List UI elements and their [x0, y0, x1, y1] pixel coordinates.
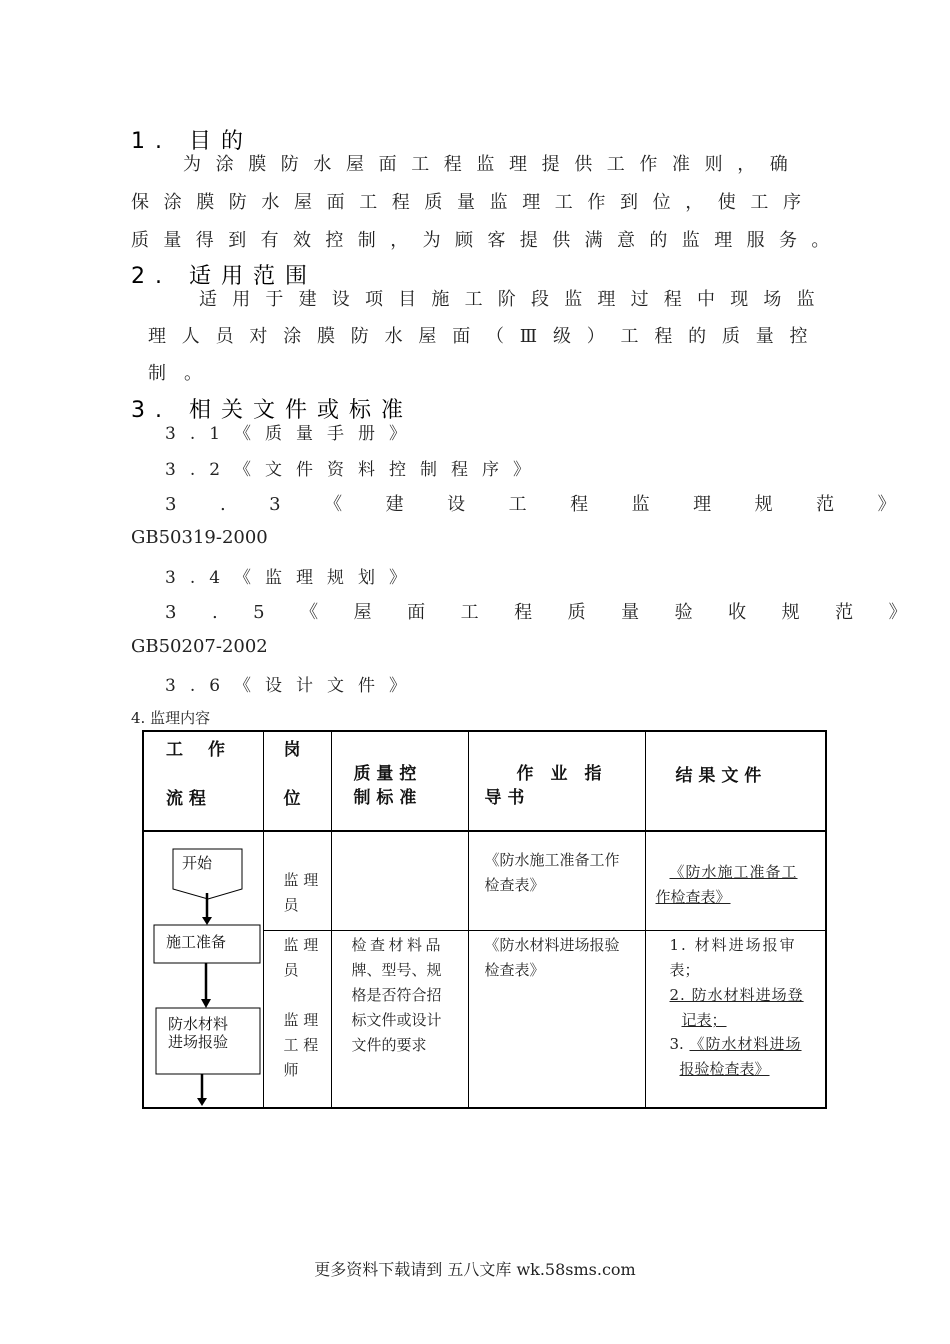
section1-heading: 1. 目的 — [131, 129, 253, 154]
header-guide-line2: 导 书 — [484, 788, 525, 808]
arrow-head-3 — [197, 1098, 207, 1106]
header-standard — [331, 731, 468, 831]
section2-line-2: 理人员对涂膜防水屋面（Ⅲ级）工程的质量控 — [148, 326, 824, 347]
row2-standard-line3: 格是否符合招 — [351, 986, 442, 1004]
row2-result3-link-line2[interactable]: 报验检查表》 — [679, 1060, 770, 1078]
flow-cell — [143, 831, 263, 1108]
row1-result-link-line1[interactable]: 《防水施工准备工 — [669, 863, 798, 881]
header-result-text: 结 果 文 件 — [675, 766, 762, 786]
section3-item-4: 3.4《监理规划》 — [165, 568, 421, 588]
flow-material-line2: 进场报验 — [168, 1033, 229, 1051]
row2-post — [263, 931, 331, 1109]
flow-start-label: 开始 — [182, 854, 213, 872]
row2-result2-link-line2[interactable]: 记表； — [681, 1011, 727, 1029]
header-post-line2: 位 — [283, 789, 301, 809]
row2-guide-line1: 《防水材料进场报验 — [484, 936, 620, 954]
row2-post-line4: 工 程 — [283, 1036, 319, 1054]
header-guide — [468, 731, 645, 831]
row2-result — [645, 931, 826, 1109]
row2-post-line5: 师 — [283, 1061, 299, 1079]
row2-standard-line1: 检查材料品 — [351, 936, 445, 954]
row2-post-line2: 员 — [283, 961, 299, 979]
row1-post-line1: 监 理 — [283, 871, 319, 889]
header-flow-line2: 流 程 — [166, 789, 206, 809]
row2-post-line1: 监 理 — [283, 936, 319, 954]
section3-item-3-code: GB50319-2000 — [131, 527, 268, 548]
row2-guide-line2: 检查表》 — [484, 961, 545, 979]
section3-item-6: 3.6《设计文件》 — [165, 676, 421, 696]
row2-standard — [331, 931, 468, 1109]
flowchart — [144, 832, 264, 1108]
header-standard-line2: 制 标 准 — [353, 788, 417, 808]
header-post — [263, 731, 331, 831]
row1-standard — [331, 831, 468, 931]
section2-line-1: 适用于建设项目施工阶段监理过程中现场监 — [199, 289, 830, 310]
flow-prep-label: 施工准备 — [166, 933, 227, 951]
row2-result3-link-line1[interactable]: 《防水材料进场 — [689, 1035, 802, 1053]
header-flow-line1: 工 作 — [166, 740, 229, 760]
section3-item-2: 3.2《文件资料控制程序》 — [165, 460, 545, 480]
footer-text: 更多资料下载请到 五八文库 wk.58sms.com — [314, 1260, 636, 1279]
header-flow — [143, 731, 263, 831]
row2-post-line3: 监 理 — [283, 1011, 319, 1029]
section3-item-5: 3.5《屋面工程质量验收规范》 — [165, 602, 943, 623]
header-guide-line1: 作 业 指 — [516, 764, 602, 784]
row2-standard-line2: 牌、型号、规 — [351, 961, 442, 979]
section4-heading: 4. 监理内容 — [131, 709, 211, 727]
row1-guide-line1: 《防水施工准备工作 — [484, 851, 620, 869]
section2-line-3: 制。 — [148, 363, 220, 384]
flow-material-line1: 防水材料 — [168, 1015, 229, 1033]
header-standard-line1: 质 量 控 — [353, 764, 417, 784]
row1-result-link-line2[interactable]: 作检查表》 — [655, 888, 731, 906]
row1-post — [263, 831, 331, 931]
row1-post-line2: 员 — [283, 896, 299, 914]
row2-guide — [468, 931, 645, 1109]
section1-line-3: 质量得到有效控制，为顾客提供满意的监理服务。 — [131, 230, 844, 251]
supervision-table — [142, 730, 827, 1109]
header-post-line1: 岗 — [283, 740, 301, 760]
row2-standard-line5: 文件的要求 — [351, 1036, 427, 1054]
arrow-head-2 — [201, 999, 211, 1008]
arrow-head-1 — [202, 917, 212, 925]
section3-item-1: 3.1《质量手册》 — [165, 424, 421, 444]
header-result — [645, 731, 826, 831]
row1-guide-line2: 检查表》 — [484, 876, 545, 894]
section3-item-3: 3.3《建设工程监理规范》 — [165, 494, 940, 515]
row1-guide — [468, 831, 645, 931]
row2-result3-prefix: 3. — [669, 1035, 684, 1053]
section3-item-5-code: GB50207-2002 — [131, 636, 268, 657]
section2-heading: 2. 适用范围 — [131, 264, 317, 289]
section1-line-2: 保涂膜防水屋面工程质量监理工作到位，使工序 — [131, 192, 816, 213]
section1-line-1: 为涂膜防水屋面工程监理提供工作准则，确 — [183, 154, 803, 175]
row2-result1-line1: 1. 材料进场报审 — [669, 936, 797, 954]
section3-heading: 3. 相关文件或标准 — [131, 398, 413, 423]
row2-standard-line4: 标文件或设计 — [351, 1011, 442, 1029]
row1-result — [645, 831, 826, 931]
row2-result2-link-line1[interactable]: 2. 防水材料进场登 — [669, 986, 804, 1004]
row2-result1-line2: 表； — [669, 961, 700, 979]
